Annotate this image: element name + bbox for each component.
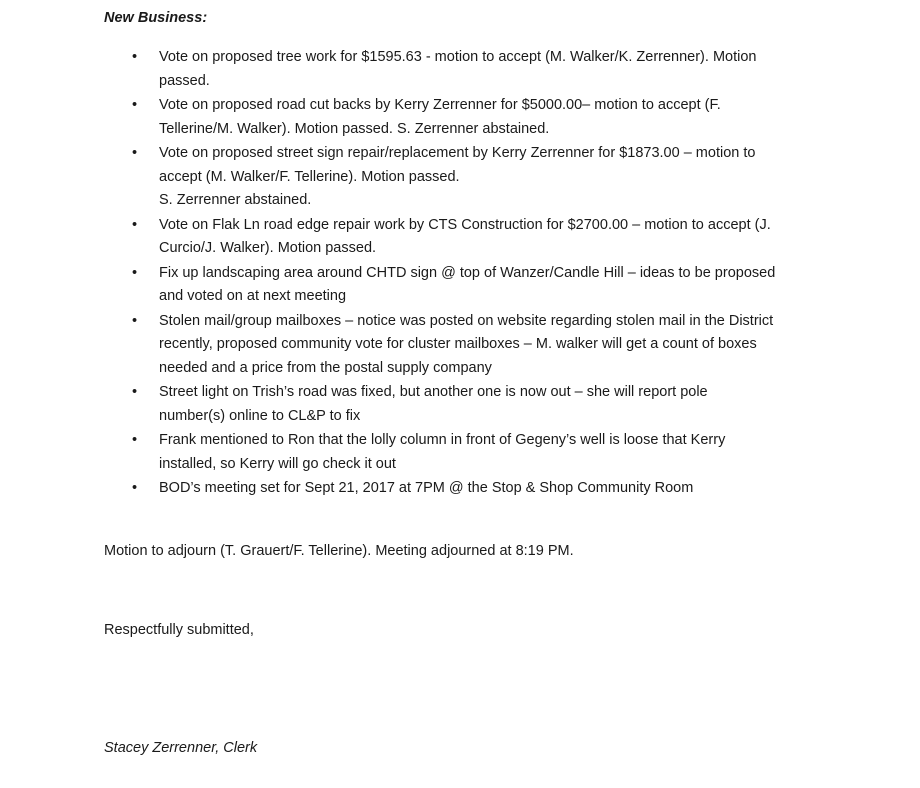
list-item <box>104 46 844 93</box>
list-item <box>104 142 844 213</box>
list-item-text: Stolen mail/group mailboxes – notice was posted on website regarding stolen mail in the District recently, proposed community vote for cluster mailboxes – M. walker will get a count of boxes needed and a price from the postal supply company <box>159 312 774 376</box>
list-item-text: Vote on proposed tree work for $1595.63 - motion to accept (M. Walker/K. Zerrenner). Motion passed. <box>159 49 757 89</box>
list-item-text: BOD’s meeting set for Sept 21, 2017 at 7PM @ the Stop & Shop Community Room <box>159 480 694 496</box>
list-item-text: Vote on proposed street sign repair/replacement by Kerry Zerrenner for $1873.00 – motion to accept (M. Walker/F. Tellerine). Motion passed. S. Zerrenner abstained. <box>159 145 756 208</box>
bullet-icon: • <box>132 97 138 113</box>
list-item <box>104 310 844 381</box>
bullet-icon: • <box>132 384 138 400</box>
bullet-icon: • <box>132 312 138 329</box>
list-item <box>104 94 844 141</box>
list-item <box>104 477 844 501</box>
bullet-icon: • <box>132 432 138 448</box>
list-item-text: Frank mentioned to Ron that the lolly column in front of Gegeny’s well is loose that Kerry installed, so Kerry will go check it out <box>159 432 726 472</box>
list-item-text: Vote on proposed road cut backs by Kerry Zerrenner for $5000.00– motion to accept (F. Tellerine/M. Walker). Motion passed. S. Zerrenner abstained. <box>159 97 721 137</box>
list-item-text: Street light on Trish’s road was fixed, but another one is now out – she will report pole number(s) online to CL&P to fix <box>159 384 708 424</box>
list-item <box>104 381 844 428</box>
adjourn-statement: Motion to adjourn (T. Grauert/F. Tellerine). Meeting adjourned at 8:19 PM. <box>104 543 574 559</box>
bullet-icon: • <box>132 145 138 161</box>
list-item <box>104 214 844 261</box>
section-heading: New Business: <box>104 10 208 26</box>
clerk-signature: Stacey Zerrenner, Clerk <box>104 740 258 756</box>
list-item <box>104 262 844 309</box>
business-items-list <box>104 46 844 502</box>
bullet-icon: • <box>132 264 138 281</box>
list-item <box>104 429 844 476</box>
bullet-icon: • <box>132 216 138 233</box>
list-item-text: Fix up landscaping area around CHTD sign @ top of Wanzer/Candle Hill – ideas to be proposed and voted on at next meeting <box>159 264 776 304</box>
closing-line: Respectfully submitted, <box>104 622 254 638</box>
bullet-icon: • <box>132 49 138 65</box>
bullet-icon: • <box>132 480 138 496</box>
list-item-text: Vote on Flak Ln road edge repair work by CTS Construction for $2700.00 – motion to accept (J. Curcio/J. Walker). Motion passed. <box>159 216 771 256</box>
